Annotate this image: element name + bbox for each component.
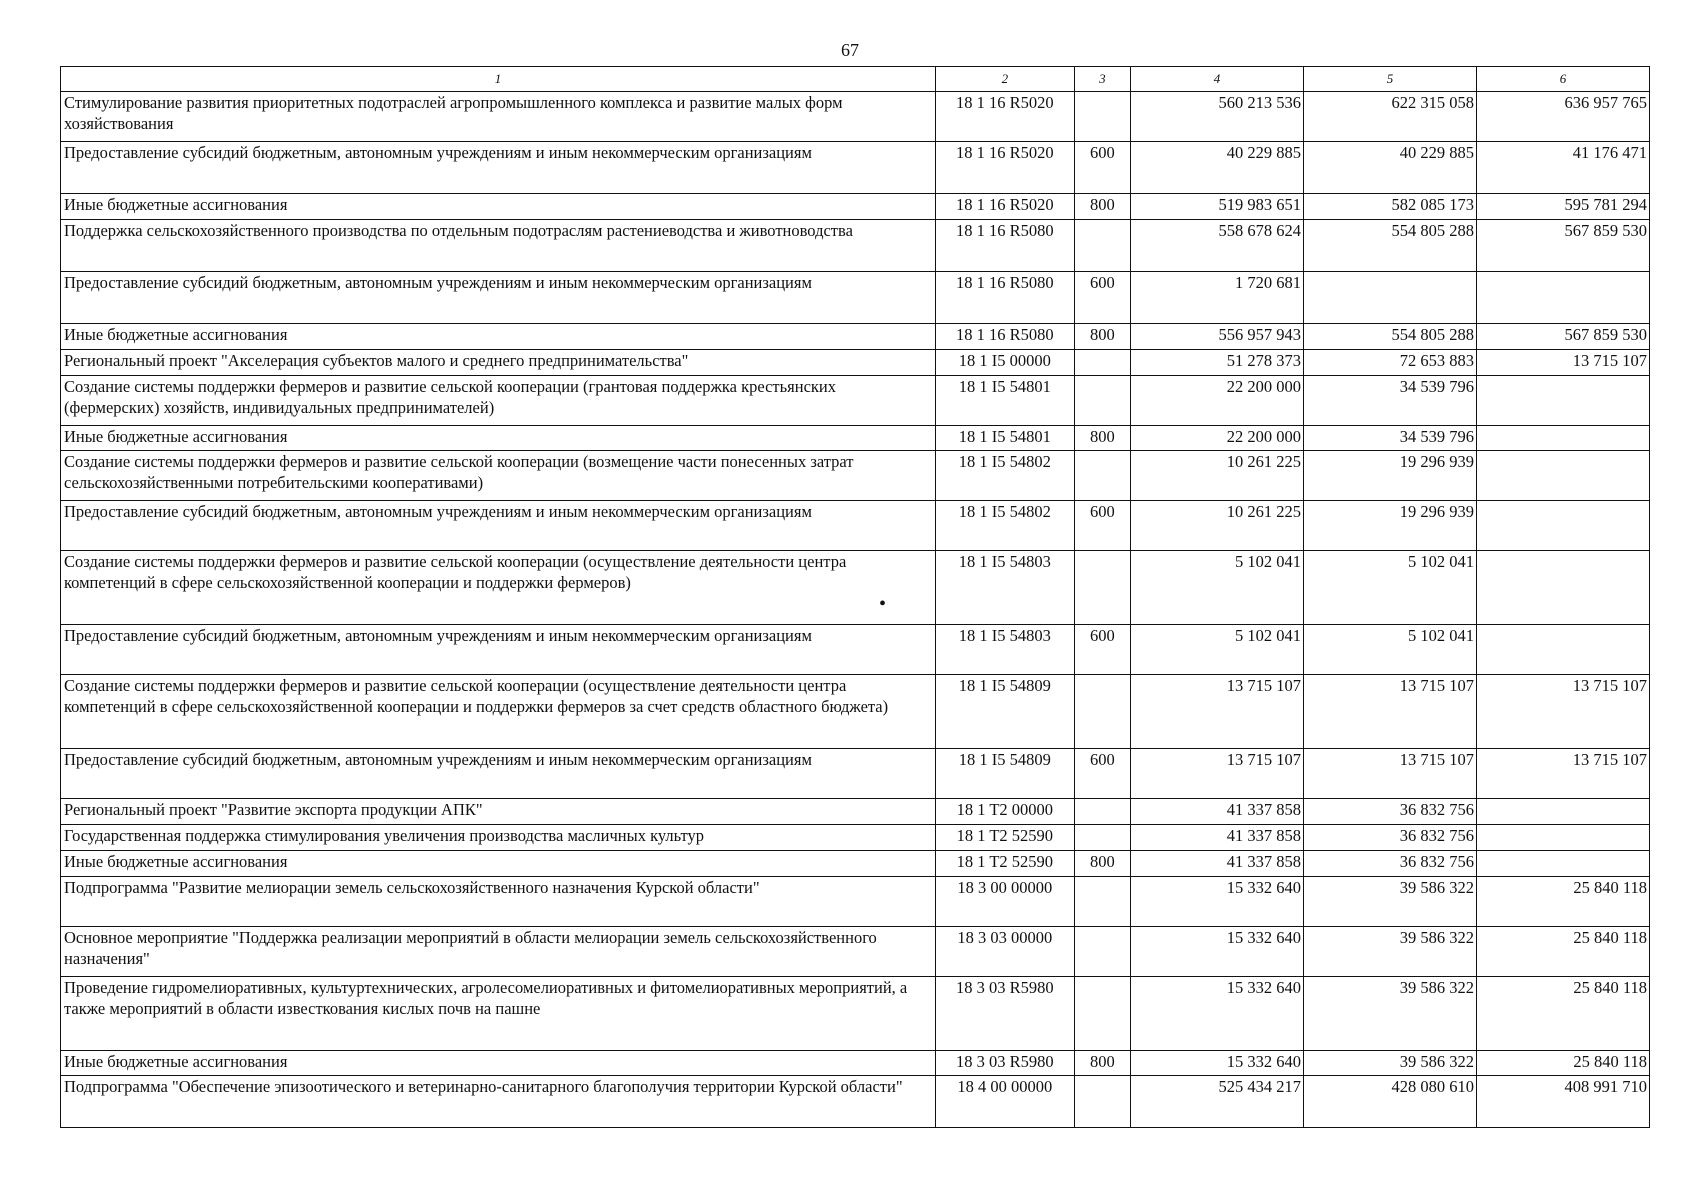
row-value-col5-text: 36 832 756: [1399, 800, 1474, 819]
row-name-cell-text: Создание системы поддержки фермеров и развитие сельской кооперации (осуществление деятельности центра компетенций в сфере сельскохозяйственной кооперации и поддержки фермеров): [64, 552, 847, 593]
row-value-col4-text: 556 957 943: [1218, 325, 1302, 344]
row-value-col4-text: 15 332 640: [1226, 978, 1302, 997]
row-value-col6-text: 25 840 118: [1573, 1052, 1647, 1071]
row-type-cell: [1074, 927, 1130, 977]
row-value-col5: [1304, 194, 1477, 220]
row-value-col6: [1476, 324, 1649, 350]
row-value-col5-text: 582 085 173: [1391, 195, 1474, 214]
row-value-col4-text: 5 102 041: [1235, 626, 1302, 645]
row-type-cell: [1074, 220, 1130, 272]
table-row: [61, 977, 1650, 1051]
table-row: [61, 194, 1650, 220]
table-row: [61, 426, 1650, 451]
row-name-cell: [61, 977, 936, 1051]
row-value-col5: [1304, 324, 1477, 350]
row-name-cell: [61, 551, 936, 625]
row-value-col4-text: 10 261 225: [1226, 452, 1302, 471]
row-name-cell-text: Создание системы поддержки фермеров и развитие сельской кооперации (возмещение части понесенных затрат сельскохозяйственными потребительскими кооперативами): [64, 452, 854, 493]
row-value-col4-text: 558 678 624: [1218, 221, 1302, 240]
row-value-col4-text: 15 332 640: [1226, 928, 1302, 947]
row-type-cell-text: 600: [1090, 626, 1115, 645]
row-value-col5-text: 554 805 288: [1391, 221, 1474, 240]
stray-dot-mark: •: [879, 593, 887, 616]
row-value-col5: [1304, 927, 1477, 977]
row-code-cell: [935, 551, 1074, 625]
row-name-cell: [61, 142, 936, 194]
row-code-cell-text: 18 1 16 R5080: [956, 221, 1054, 240]
row-type-cell-text: 800: [1090, 1052, 1115, 1071]
row-name-cell: [61, 194, 936, 220]
row-type-cell: [1074, 426, 1130, 451]
row-value-col5-text: 13 715 107: [1399, 676, 1474, 695]
row-value-col4-text: 22 200 000: [1226, 427, 1302, 446]
row-value-col4-text: 1 720 681: [1235, 273, 1302, 292]
header-col-4: 4: [1131, 67, 1304, 92]
row-value-col5-text: 622 315 058: [1391, 93, 1474, 112]
row-name-cell: [61, 426, 936, 451]
row-value-col4: [1131, 927, 1304, 977]
row-value-col5-text: 19 296 939: [1399, 502, 1474, 521]
row-value-col5: [1304, 1051, 1477, 1076]
row-value-col6-text: 25 840 118: [1573, 928, 1647, 947]
row-type-cell: [1074, 799, 1130, 825]
row-type-cell: [1074, 376, 1130, 426]
row-name-cell: [61, 376, 936, 426]
row-code-cell: [935, 350, 1074, 376]
row-value-col5: [1304, 501, 1477, 551]
row-value-col4: [1131, 1076, 1304, 1128]
table-row: [61, 749, 1650, 799]
row-type-cell: [1074, 825, 1130, 851]
row-value-col6: [1476, 92, 1649, 142]
row-name-cell-text: Предоставление субсидий бюджетным, автономным учреждениям и иным некоммерческим организациям: [64, 750, 812, 769]
row-value-col6: [1476, 142, 1649, 194]
row-type-cell-text: 600: [1090, 143, 1115, 162]
row-value-col5: [1304, 825, 1477, 851]
row-code-cell-text: 18 1 I5 54801: [958, 377, 1051, 396]
row-code-cell-text: 18 1 I5 54802: [958, 452, 1051, 471]
header-col-3: 3: [1074, 67, 1130, 92]
table-row: [61, 625, 1650, 675]
row-name-cell-text: Региональный проект "Акселерация субъектов малого и среднего предпринимательства": [64, 351, 689, 370]
row-name-cell-text: Предоставление субсидий бюджетным, автономным учреждениям и иным некоммерческим организациям: [64, 143, 812, 162]
row-code-cell-text: 18 1 I5 54803: [958, 626, 1051, 645]
row-code-cell-text: 18 1 T2 52590: [956, 852, 1054, 871]
row-name-cell: [61, 851, 936, 877]
row-code-cell: [935, 451, 1074, 501]
row-value-col6-text: 41 176 471: [1572, 143, 1647, 162]
table-row: [61, 92, 1650, 142]
row-value-col5: [1304, 451, 1477, 501]
row-value-col6: [1476, 501, 1649, 551]
table-row: [61, 324, 1650, 350]
row-code-cell-text: 18 1 I5 54809: [958, 676, 1051, 695]
table-row: [61, 451, 1650, 501]
row-type-cell: [1074, 92, 1130, 142]
row-value-col6-text: 636 957 765: [1564, 93, 1647, 112]
row-value-col5: [1304, 376, 1477, 426]
row-name-cell: [61, 799, 936, 825]
row-value-col4-text: 560 213 536: [1218, 93, 1302, 112]
row-value-col5-text: 36 832 756: [1399, 852, 1474, 871]
row-value-col5-text: 428 080 610: [1391, 1077, 1474, 1096]
row-value-col4: [1131, 451, 1304, 501]
row-name-cell-text: Иные бюджетные ассигнования: [64, 427, 288, 446]
row-type-cell: [1074, 877, 1130, 927]
row-name-cell-text: Региональный проект "Развитие экспорта продукции АПК": [64, 800, 483, 819]
header-row: [61, 67, 1650, 92]
row-value-col5: [1304, 272, 1477, 324]
row-value-col6: [1476, 220, 1649, 272]
row-name-cell: [61, 1076, 936, 1128]
row-code-cell: [935, 501, 1074, 551]
row-code-cell-text: 18 1 I5 00000: [958, 351, 1051, 370]
row-value-col4: [1131, 142, 1304, 194]
row-value-col5-text: 39 586 322: [1399, 1052, 1474, 1071]
row-value-col5-text: 40 229 885: [1399, 143, 1474, 162]
row-value-col5: [1304, 749, 1477, 799]
row-name-cell: [61, 1051, 936, 1076]
row-value-col5-text: 34 539 796: [1399, 427, 1474, 446]
row-code-cell-text: 18 1 16 R5020: [956, 93, 1054, 112]
table-row: [61, 851, 1650, 877]
row-value-col6: [1476, 376, 1649, 426]
row-code-cell: [935, 675, 1074, 749]
header-col-5: 5: [1304, 67, 1477, 92]
row-value-col4: [1131, 675, 1304, 749]
row-type-cell-text: 800: [1090, 427, 1115, 446]
row-value-col4: [1131, 376, 1304, 426]
row-value-col4-text: 22 200 000: [1226, 377, 1302, 396]
table-row: [61, 376, 1650, 426]
row-code-cell-text: 18 3 03 R5980: [956, 978, 1054, 997]
row-value-col4: [1131, 220, 1304, 272]
row-value-col6: [1476, 194, 1649, 220]
row-value-col6: [1476, 426, 1649, 451]
row-value-col6-text: 595 781 294: [1564, 195, 1647, 214]
row-value-col4: [1131, 194, 1304, 220]
row-value-col5-text: 13 715 107: [1399, 750, 1474, 769]
row-value-col6: [1476, 825, 1649, 851]
row-type-cell-text: 600: [1090, 273, 1115, 292]
row-code-cell: [935, 142, 1074, 194]
row-code-cell: [935, 1076, 1074, 1128]
row-value-col4: [1131, 977, 1304, 1051]
row-value-col6: [1476, 350, 1649, 376]
row-name-cell-text: Иные бюджетные ассигнования: [64, 195, 288, 214]
row-type-cell: [1074, 625, 1130, 675]
row-value-col4-text: 15 332 640: [1226, 1052, 1302, 1071]
row-type-cell: [1074, 272, 1130, 324]
row-name-cell: [61, 825, 936, 851]
table-row: [61, 675, 1650, 749]
row-name-cell-text: Поддержка сельскохозяйственного производства по отдельным подотраслям растениеводства и животноводства: [64, 221, 853, 240]
row-name-cell-text: Создание системы поддержки фермеров и развитие сельской кооперации (осуществление деятельности центра компетенций в сфере сельскохозяйственной кооперации и поддержки фермеров за счет средств областного бюджета): [64, 676, 889, 717]
row-value-col5-text: 39 586 322: [1399, 878, 1474, 897]
row-value-col4-text: 41 337 858: [1226, 800, 1302, 819]
row-value-col4: [1131, 426, 1304, 451]
row-name-cell: [61, 350, 936, 376]
row-value-col5-text: 34 539 796: [1399, 377, 1474, 396]
row-name-cell-text: Стимулирование развития приоритетных подотраслей агропромышленного комплекса и развитие малых форм хозяйствования: [64, 93, 843, 134]
table-row: [61, 825, 1650, 851]
row-type-cell: [1074, 977, 1130, 1051]
row-name-cell-text: Государственная поддержка стимулирования увеличения производства масличных культур: [64, 826, 705, 845]
row-value-col5: [1304, 350, 1477, 376]
row-value-col6: [1476, 675, 1649, 749]
row-value-col5: [1304, 675, 1477, 749]
row-type-cell-text: 600: [1090, 750, 1115, 769]
row-value-col5: [1304, 877, 1477, 927]
row-value-col6: [1476, 625, 1649, 675]
row-value-col4-text: 41 337 858: [1226, 826, 1302, 845]
row-value-col4: [1131, 877, 1304, 927]
row-type-cell: [1074, 675, 1130, 749]
row-name-cell-text: Создание системы поддержки фермеров и развитие сельской кооперации (грантовая поддержка крестьянских (фермерских) хозяйств, индивидуальных предпринимателей): [64, 377, 836, 418]
row-value-col4: [1131, 350, 1304, 376]
row-code-cell-text: 18 1 16 R5080: [956, 325, 1054, 344]
row-value-col6: [1476, 977, 1649, 1051]
row-code-cell: [935, 272, 1074, 324]
row-value-col6-text: 13 715 107: [1572, 676, 1647, 695]
row-type-cell: [1074, 749, 1130, 799]
row-code-cell: [935, 977, 1074, 1051]
row-name-cell: [61, 92, 936, 142]
row-value-col6: [1476, 749, 1649, 799]
row-name-cell-text: Предоставление субсидий бюджетным, автономным учреждениям и иным некоммерческим организациям: [64, 626, 812, 645]
table-row: [61, 501, 1650, 551]
row-code-cell-text: 18 1 I5 54803: [958, 552, 1051, 571]
row-type-cell: [1074, 551, 1130, 625]
row-value-col5-text: 5 102 041: [1407, 626, 1474, 645]
table-row: [61, 142, 1650, 194]
row-value-col5-text: 554 805 288: [1391, 325, 1474, 344]
row-value-col4-text: 10 261 225: [1226, 502, 1302, 521]
row-value-col4: [1131, 272, 1304, 324]
row-value-col5: [1304, 851, 1477, 877]
row-value-col5: [1304, 426, 1477, 451]
row-code-cell: [935, 426, 1074, 451]
table-row: [61, 551, 1650, 625]
row-name-cell-text: Проведение гидромелиоративных, культуртехнических, агролесомелиоративных и фитомелиоративных мероприятий, а также мероприятий в области известкования кислых почв на пашне: [64, 978, 908, 1019]
table-row: [61, 1051, 1650, 1076]
row-value-col4: [1131, 324, 1304, 350]
row-value-col5-text: 39 586 322: [1399, 978, 1474, 997]
table-body: [61, 92, 1650, 1128]
row-code-cell-text: 18 1 16 R5020: [956, 195, 1054, 214]
table-row: [61, 272, 1650, 324]
row-value-col5: [1304, 92, 1477, 142]
row-code-cell: [935, 825, 1074, 851]
table-row: [61, 799, 1650, 825]
row-type-cell-text: 800: [1090, 325, 1115, 344]
row-type-cell-text: 600: [1090, 502, 1115, 521]
row-name-cell-text: Предоставление субсидий бюджетным, автономным учреждениям и иным некоммерческим организациям: [64, 502, 812, 521]
table-row: [61, 220, 1650, 272]
row-value-col6-text: 567 859 530: [1564, 325, 1647, 344]
row-name-cell: [61, 272, 936, 324]
row-type-cell: [1074, 142, 1130, 194]
row-name-cell-text: Подпрограмма "Обеспечение эпизоотического и ветеринарно-санитарного благополучия территории Курской области": [64, 1077, 903, 1096]
row-value-col4: [1131, 825, 1304, 851]
row-value-col6: [1476, 451, 1649, 501]
row-name-cell: [61, 927, 936, 977]
row-value-col6-text: 13 715 107: [1572, 750, 1647, 769]
row-value-col5-text: 19 296 939: [1399, 452, 1474, 471]
row-value-col6: [1476, 1076, 1649, 1128]
row-name-cell: [61, 324, 936, 350]
row-value-col5: [1304, 551, 1477, 625]
row-type-cell: [1074, 451, 1130, 501]
row-value-col6-text: 567 859 530: [1564, 221, 1647, 240]
row-name-cell-text: Основное мероприятие "Поддержка реализации мероприятий в области мелиорации земель сельскохозяйственного назначения": [64, 928, 877, 969]
row-type-cell: [1074, 1051, 1130, 1076]
header-col-1: 1: [61, 67, 936, 92]
row-name-cell: [61, 501, 936, 551]
row-value-col5: [1304, 142, 1477, 194]
row-value-col6: [1476, 272, 1649, 324]
row-code-cell-text: 18 3 00 00000: [957, 878, 1053, 897]
row-code-cell: [935, 877, 1074, 927]
row-name-cell: [61, 877, 936, 927]
row-type-cell: [1074, 501, 1130, 551]
table-row: [61, 877, 1650, 927]
row-name-cell-text: Подпрограмма "Развитие мелиорации земель сельскохозяйственного назначения Курской области": [64, 878, 760, 897]
row-code-cell: [935, 1051, 1074, 1076]
table-row: [61, 350, 1650, 376]
row-type-cell: [1074, 350, 1130, 376]
row-value-col5-text: 39 586 322: [1399, 928, 1474, 947]
row-code-cell: [935, 324, 1074, 350]
row-value-col6: [1476, 927, 1649, 977]
row-code-cell-text: 18 1 I5 54809: [958, 750, 1051, 769]
row-value-col5: [1304, 799, 1477, 825]
budget-table: [60, 66, 1650, 1128]
row-type-cell: [1074, 1076, 1130, 1128]
row-name-cell: [61, 749, 936, 799]
row-type-cell-text: 800: [1090, 195, 1115, 214]
row-value-col4-text: 13 715 107: [1226, 676, 1302, 695]
row-value-col5: [1304, 625, 1477, 675]
row-code-cell-text: 18 1 16 R5020: [956, 143, 1054, 162]
row-value-col4-text: 5 102 041: [1235, 552, 1302, 571]
page-number: 67: [841, 40, 859, 60]
row-code-cell-text: 18 1 16 R5080: [956, 273, 1054, 292]
row-value-col4-text: 41 337 858: [1226, 852, 1302, 871]
table-row: [61, 927, 1650, 977]
row-value-col6: [1476, 877, 1649, 927]
row-code-cell: [935, 851, 1074, 877]
row-value-col6-text: 25 840 118: [1573, 878, 1647, 897]
row-code-cell-text: 18 3 03 R5980: [956, 1052, 1054, 1071]
row-value-col4-text: 15 332 640: [1226, 878, 1302, 897]
row-name-cell-text: Иные бюджетные ассигнования: [64, 852, 288, 871]
row-value-col5: [1304, 1076, 1477, 1128]
row-name-cell-text: Иные бюджетные ассигнования: [64, 1052, 288, 1071]
row-code-cell-text: 18 1 T2 00000: [956, 800, 1054, 819]
row-value-col4-text: 51 278 373: [1226, 351, 1302, 370]
table-row: [61, 1076, 1650, 1128]
row-code-cell: [935, 927, 1074, 977]
row-value-col5-text: 36 832 756: [1399, 826, 1474, 845]
row-value-col6: [1476, 799, 1649, 825]
row-value-col4: [1131, 92, 1304, 142]
row-type-cell: [1074, 324, 1130, 350]
row-value-col5: [1304, 220, 1477, 272]
header-col-2: 2: [935, 67, 1074, 92]
row-value-col4: [1131, 1051, 1304, 1076]
row-code-cell: [935, 220, 1074, 272]
row-value-col4-text: 519 983 651: [1218, 195, 1302, 214]
row-name-cell: [61, 220, 936, 272]
row-value-col5: [1304, 977, 1477, 1051]
row-value-col4-text: 13 715 107: [1226, 750, 1302, 769]
row-code-cell: [935, 194, 1074, 220]
row-value-col5-text: 5 102 041: [1407, 552, 1474, 571]
row-value-col4: [1131, 851, 1304, 877]
row-value-col4: [1131, 501, 1304, 551]
row-value-col4: [1131, 799, 1304, 825]
row-type-cell-text: 800: [1090, 852, 1115, 871]
row-code-cell: [935, 625, 1074, 675]
row-name-cell: [61, 675, 936, 749]
row-code-cell: [935, 376, 1074, 426]
row-value-col6: [1476, 1051, 1649, 1076]
row-value-col5-text: 72 653 883: [1399, 351, 1474, 370]
row-value-col6: [1476, 551, 1649, 625]
row-value-col4: [1131, 551, 1304, 625]
row-value-col6-text: 25 840 118: [1573, 978, 1647, 997]
row-value-col4: [1131, 625, 1304, 675]
row-value-col4-text: 525 434 217: [1218, 1077, 1302, 1096]
row-name-cell-text: Предоставление субсидий бюджетным, автономным учреждениям и иным некоммерческим организациям: [64, 273, 812, 292]
row-code-cell-text: 18 1 T2 52590: [956, 826, 1054, 845]
row-code-cell: [935, 92, 1074, 142]
row-value-col4: [1131, 749, 1304, 799]
header-col-6: 6: [1476, 67, 1649, 92]
row-name-cell: [61, 451, 936, 501]
row-code-cell-text: 18 1 I5 54802: [958, 502, 1051, 521]
row-code-cell-text: 18 3 03 00000: [957, 928, 1053, 947]
row-value-col6-text: 408 991 710: [1564, 1077, 1647, 1096]
row-name-cell-text: Иные бюджетные ассигнования: [64, 325, 288, 344]
row-value-col6-text: 13 715 107: [1572, 351, 1647, 370]
row-code-cell: [935, 749, 1074, 799]
row-code-cell-text: 18 1 I5 54801: [958, 427, 1051, 446]
row-code-cell-text: 18 4 00 00000: [957, 1077, 1053, 1096]
row-value-col4-text: 40 229 885: [1226, 143, 1302, 162]
row-code-cell: [935, 799, 1074, 825]
row-type-cell: [1074, 194, 1130, 220]
row-type-cell: [1074, 851, 1130, 877]
row-name-cell: [61, 625, 936, 675]
row-value-col6: [1476, 851, 1649, 877]
